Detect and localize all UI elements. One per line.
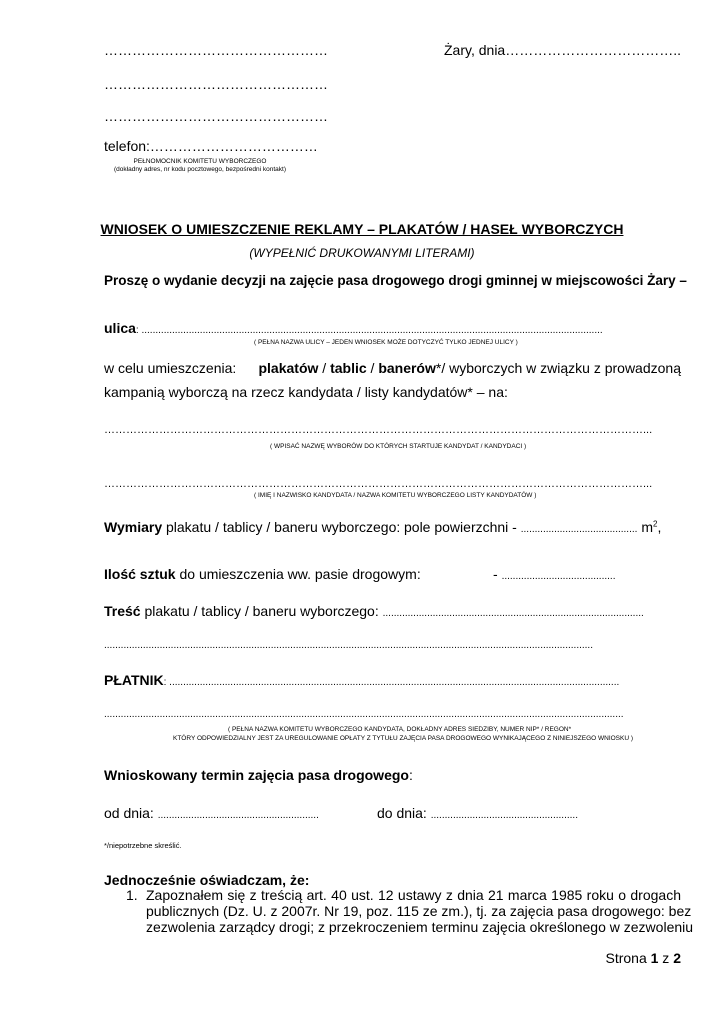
term-colon: : [408,767,413,783]
elections-hint: ( WPISAĆ NAZWĘ WYBORÓW DO KTÓRYCH STARTUJE KANDYDAT / KANDYDACI ) [270,443,527,450]
content-label: Treść [104,603,141,619]
declaration-line-3: zezwolenia zarządcy drogi; z przekroczeniem terminu zajęcia określonego w zezwoleniu [146,919,694,935]
elections-field[interactable]: …………………………………………………………………………………………………………………………………... [104,424,653,436]
header-caption-2: (dokładny adres, nr kodu pocztowego, bezpośredni kontakt) [114,166,286,173]
payer-field-line-2[interactable]: ........................................................................................................................................................................................... [104,709,624,720]
document-title: WNIOSEK O UMIESZCZENIE REKLAMY – PLAKATÓW / HASEŁ WYBORCZYCH [100,221,624,237]
separator: / [322,360,327,376]
street-label: ulica [104,320,136,336]
dimensions-label: Wymiary [104,519,163,535]
dimensions-row [104,519,400,535]
term-to-label: do dnia: [377,805,431,821]
payer-hint-2: KTÓRY ODPOWIEDZIALNY JEST ZA UREGULOWANIE OPŁATY Z TYTUŁU ZAJĘCIA PASA DROGOWEGO WYNIKAJĄCEGO Z NINIEJSZEGO WNIOSKU ) [173,735,634,742]
candidate-field[interactable]: …………………………………………………………………………………………………………………………………... [104,478,653,490]
term-from-field[interactable] [104,805,319,821]
area-unit-sup: 2 [653,519,658,529]
street-dots: : ...................................................................................................................................................................... [135,325,603,336]
count-text: do umieszczenia ww. pasie drogowym: [175,566,421,582]
count-dots: ......................................... [501,571,616,582]
count-label: Ilość sztuk [104,566,176,582]
term-label: Wnioskowany termin zajęcia pasa drogowego [104,767,409,783]
document-subtitle: (WYPEŁNIĆ DRUKOWANYMI LITERAMI) [249,246,475,260]
footnote: */niepotrzebne skreślić. [104,841,182,850]
applicant-address-line-1[interactable]: ………………………………………… [104,76,328,92]
declaration-heading: Jednocześnie oświadczam, że: [104,872,310,888]
declaration-line-2: publicznych (Dz. U. z 2007r. Nr 19, poz. 115 ze zm.), tj. za zajęcia pasa drogowego: bez [146,903,692,919]
street-field[interactable] [104,320,603,336]
option-banners: banerów [378,360,436,376]
purpose-line-1 [104,360,681,376]
payer-field[interactable] [104,672,619,688]
option-posters: plakatów [258,360,319,376]
separator: / [370,360,375,376]
count-field[interactable] [493,566,615,582]
count-dash: - [493,566,502,582]
page-sep: z [658,950,674,966]
area-end: , [657,519,662,535]
purpose-rest: */ wyborczych w związku z prowadzoną [435,360,681,376]
term-heading [104,767,413,783]
declaration-line-1: Zapoznałem się z treścią art. 40 ust. 12 ustawy z dnia 21 marca 1985 roku o drogach [146,887,681,903]
term-to-dots: ..................................................... [430,810,578,821]
area-label: pole powierzchni - [404,519,521,535]
term-to-field[interactable] [377,805,578,821]
page-total: 2 [673,950,681,966]
purpose-intro: w celu umieszczenia: [104,360,237,376]
dimensions-text: plakatu / tablicy / baneru wyborczego: [162,519,401,535]
page-prefix: Strona [605,950,651,966]
applicant-name-line[interactable]: ………………………………………… [104,42,328,58]
payer-label: PŁATNIK [104,672,164,688]
count-row [104,566,421,582]
page-number [605,950,681,966]
content-field[interactable] [104,603,644,619]
page-current: 1 [650,950,659,966]
applicant-address-line-2[interactable]: ………………………………………… [104,108,328,124]
area-dots: .......................................... [520,524,638,535]
option-boards: tablic [330,360,367,376]
content-text: plakatu / tablicy / baneru wyborczego: [140,603,383,619]
street-hint: ( PEŁNA NAZWA ULICY – JEDEN WNIOSEK MOŻE DOTYCZYĆ TYLKO JEDNEJ ULICY ) [254,339,518,346]
payer-dots: : .................................................................................................................................................................. [163,677,620,688]
content-dots: .............................................................................................. [382,608,644,619]
phone-line[interactable]: telefon:……………………………… [104,138,318,154]
purpose-line-2: kampanią wyborczą na rzecz kandydata / listy kandydatów* – na: [104,384,508,400]
payer-hint-1: ( PEŁNA NAZWA KOMITETU WYBORCZEGO KANDYDATA, DOKŁADNY ADRES SIEDZIBY, NUMER NIP* / REGON* [228,726,572,733]
candidate-hint: ( IMIĘ I NAZWISKO KANDYDATA / NAZWA KOMITETU WYBORCZEGO LISTY KANDYDATÓW ) [254,492,537,499]
declaration-number: 1. [126,887,138,903]
header-caption-1: PEŁNOMOCNIK KOMITETU WYBORCZEGO [133,158,267,165]
term-from-dots: .......................................................... [157,810,319,821]
term-from-label: od dnia: [104,805,158,821]
place-date-line[interactable]: Żary, dnia……………………………….. [444,42,681,58]
request-text: Proszę o wydanie decyzji na zajęcie pasa drogowego drogi gminnej w miejscowości Żary – [104,273,687,288]
content-field-line-2[interactable]: ................................................................................................................................................................................ [104,640,593,651]
area-unit: m [637,519,653,535]
area-field[interactable] [404,519,661,535]
